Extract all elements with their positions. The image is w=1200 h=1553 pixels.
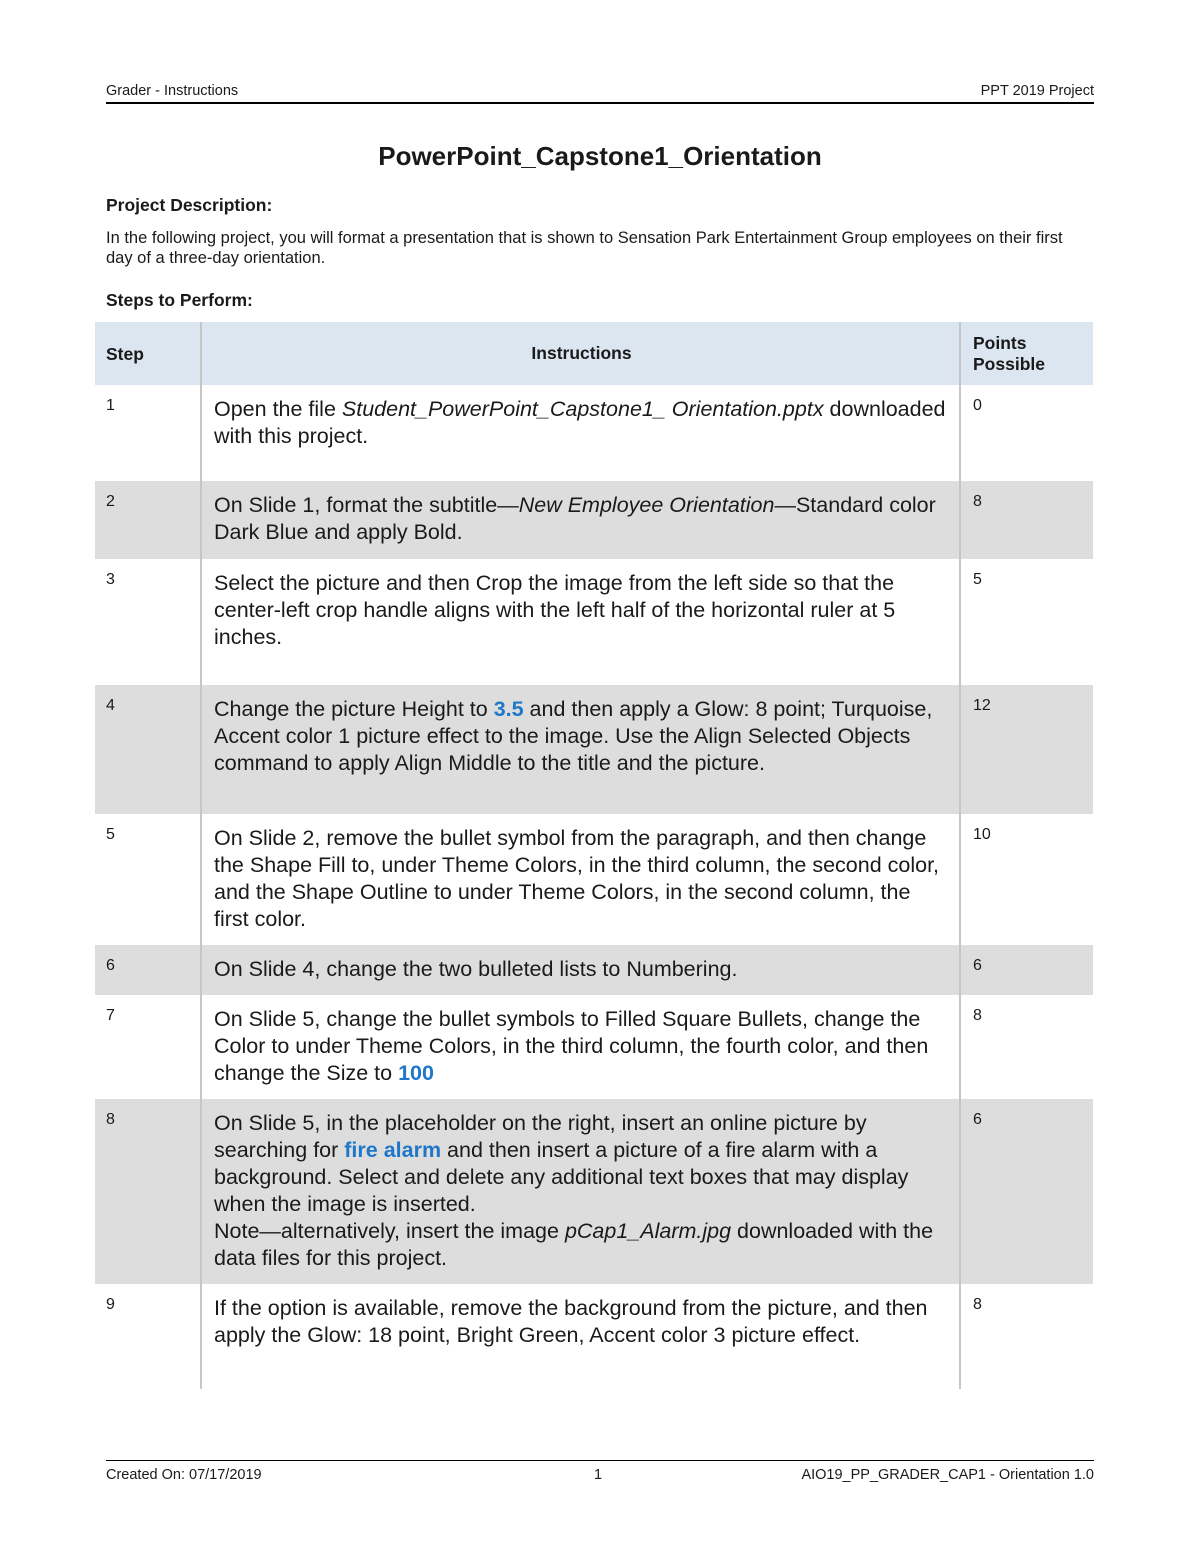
step-number: 1 <box>106 397 115 414</box>
step-instructions <box>200 995 961 1099</box>
italic-text: Student_PowerPoint_Capstone1_ Orientation.pptx <box>341 397 824 421</box>
points-possible: 10 <box>973 826 991 843</box>
table-row <box>95 945 1093 995</box>
italic-text: New Employee Orientation <box>518 493 775 517</box>
step-instructions <box>200 1284 961 1389</box>
header-left-text: Grader - Instructions <box>106 83 239 99</box>
table-row <box>95 559 1093 685</box>
step-number: 6 <box>106 957 115 974</box>
step-instructions <box>200 814 961 945</box>
instruction-text: On Slide 4, change the two bulleted lists to Numbering. <box>214 957 738 981</box>
instruction-text: On Slide 5, in the placeholder on the right, insert an online picture by searching for <box>214 1111 867 1162</box>
points-possible: 5 <box>973 571 982 588</box>
table-row <box>95 685 1093 814</box>
page-footer <box>106 1460 1094 1485</box>
step-number: 9 <box>106 1296 115 1313</box>
instruction-text: and then apply a Glow: 8 point; Turquoise, Accent color 1 picture effect to the image. Use the Align Selected Objects command to apply Align Middle to the title and the picture. <box>214 697 933 775</box>
steps-table <box>95 322 1093 1389</box>
instruction-text: Select the picture and then Crop the image from the left side so that the center-left crop handle aligns with the left half of the horizontal ruler at 5 inches. <box>214 571 896 649</box>
header-right-text: PPT 2019 Project <box>980 83 1094 99</box>
points-possible: 0 <box>973 397 982 414</box>
table-body <box>95 385 1093 1389</box>
table-row <box>95 385 1093 481</box>
step-instructions <box>200 685 961 814</box>
step-instructions <box>200 559 961 685</box>
table-row <box>95 1284 1093 1389</box>
step-number: 3 <box>106 571 115 588</box>
step-instructions <box>200 1099 961 1284</box>
instruction-text: Note—alternatively, insert the image <box>214 1219 565 1243</box>
header-instructions: Instructions <box>200 322 961 385</box>
footer-page-number: 1 <box>594 1467 603 1483</box>
instruction-text: On Slide 2, remove the bullet symbol from the paragraph, and then change the Shape Fill to, under Theme Colors, in the third column, the second color, and the Shape Outline to under Theme Colors, in the second column, the first color. <box>214 826 940 931</box>
header-points <box>961 322 1093 385</box>
footer-doc-id: AIO19_PP_GRADER_CAP1 - Orientation 1.0 <box>801 1467 1094 1483</box>
instruction-text: If the option is available, remove the background from the picture, and then apply the Glow: 18 point, Bright Green, Accent color 3 picture effect. <box>214 1296 928 1347</box>
project-description-text: In the following project, you will format a presentation that is shown to Sensation Park Entertainment Group employees on their first day of a three-day orientation. <box>106 229 1063 267</box>
instruction-text: On Slide 1, format the subtitle— <box>214 493 519 517</box>
highlighted-value: 3.5 <box>493 697 524 721</box>
points-possible: 12 <box>973 697 991 714</box>
highlighted-value: fire alarm <box>344 1138 442 1162</box>
table-row <box>95 814 1093 945</box>
instruction-text: On Slide 5, change the bullet symbols to Filled Square Bullets, change the Color to under Theme Colors, in the third column, the fourth color, and then change the Size to <box>214 1007 929 1085</box>
header-step: Step <box>106 344 144 364</box>
points-possible: 8 <box>973 1007 982 1024</box>
document-title: PowerPoint_Capstone1_Orientation <box>378 141 822 171</box>
page-header <box>106 83 1094 104</box>
points-possible: 6 <box>973 957 982 974</box>
table-row <box>95 1099 1093 1284</box>
step-number: 2 <box>106 493 115 510</box>
points-possible: 8 <box>973 493 982 510</box>
highlighted-value: 100 <box>398 1061 434 1085</box>
instruction-text: Change the picture Height to <box>214 697 494 721</box>
table-row <box>95 481 1093 559</box>
project-description-label: Project Description: <box>106 195 273 215</box>
instruction-text: downloaded with the data files for this project. <box>214 1219 934 1270</box>
italic-text: pCap1_Alarm.jpg <box>564 1219 732 1243</box>
table-header-row <box>95 322 1093 385</box>
instruction-text: downloaded with this project. <box>214 397 946 448</box>
instruction-text: —Standard color Dark Blue and apply Bold. <box>214 493 936 544</box>
step-number: 8 <box>106 1111 115 1128</box>
header-points-line1: Points <box>973 333 1027 353</box>
steps-label: Steps to Perform: <box>106 290 253 310</box>
instruction-text: Open the file <box>214 397 342 421</box>
step-instructions <box>200 385 961 481</box>
step-instructions <box>200 481 961 559</box>
step-instructions <box>200 945 961 995</box>
step-number: 7 <box>106 1007 115 1024</box>
step-number: 5 <box>106 826 115 843</box>
table-row <box>95 995 1093 1099</box>
points-possible: 8 <box>973 1296 982 1313</box>
points-possible: 6 <box>973 1111 982 1128</box>
header-points-line2: Possible <box>973 354 1045 374</box>
footer-created-on: Created On: 07/17/2019 <box>106 1467 262 1483</box>
instruction-text: and then insert a picture of a fire alarm with a background. Select and delete any additional text boxes that may display when the image is inserted. <box>214 1138 909 1216</box>
step-number: 4 <box>106 697 115 714</box>
